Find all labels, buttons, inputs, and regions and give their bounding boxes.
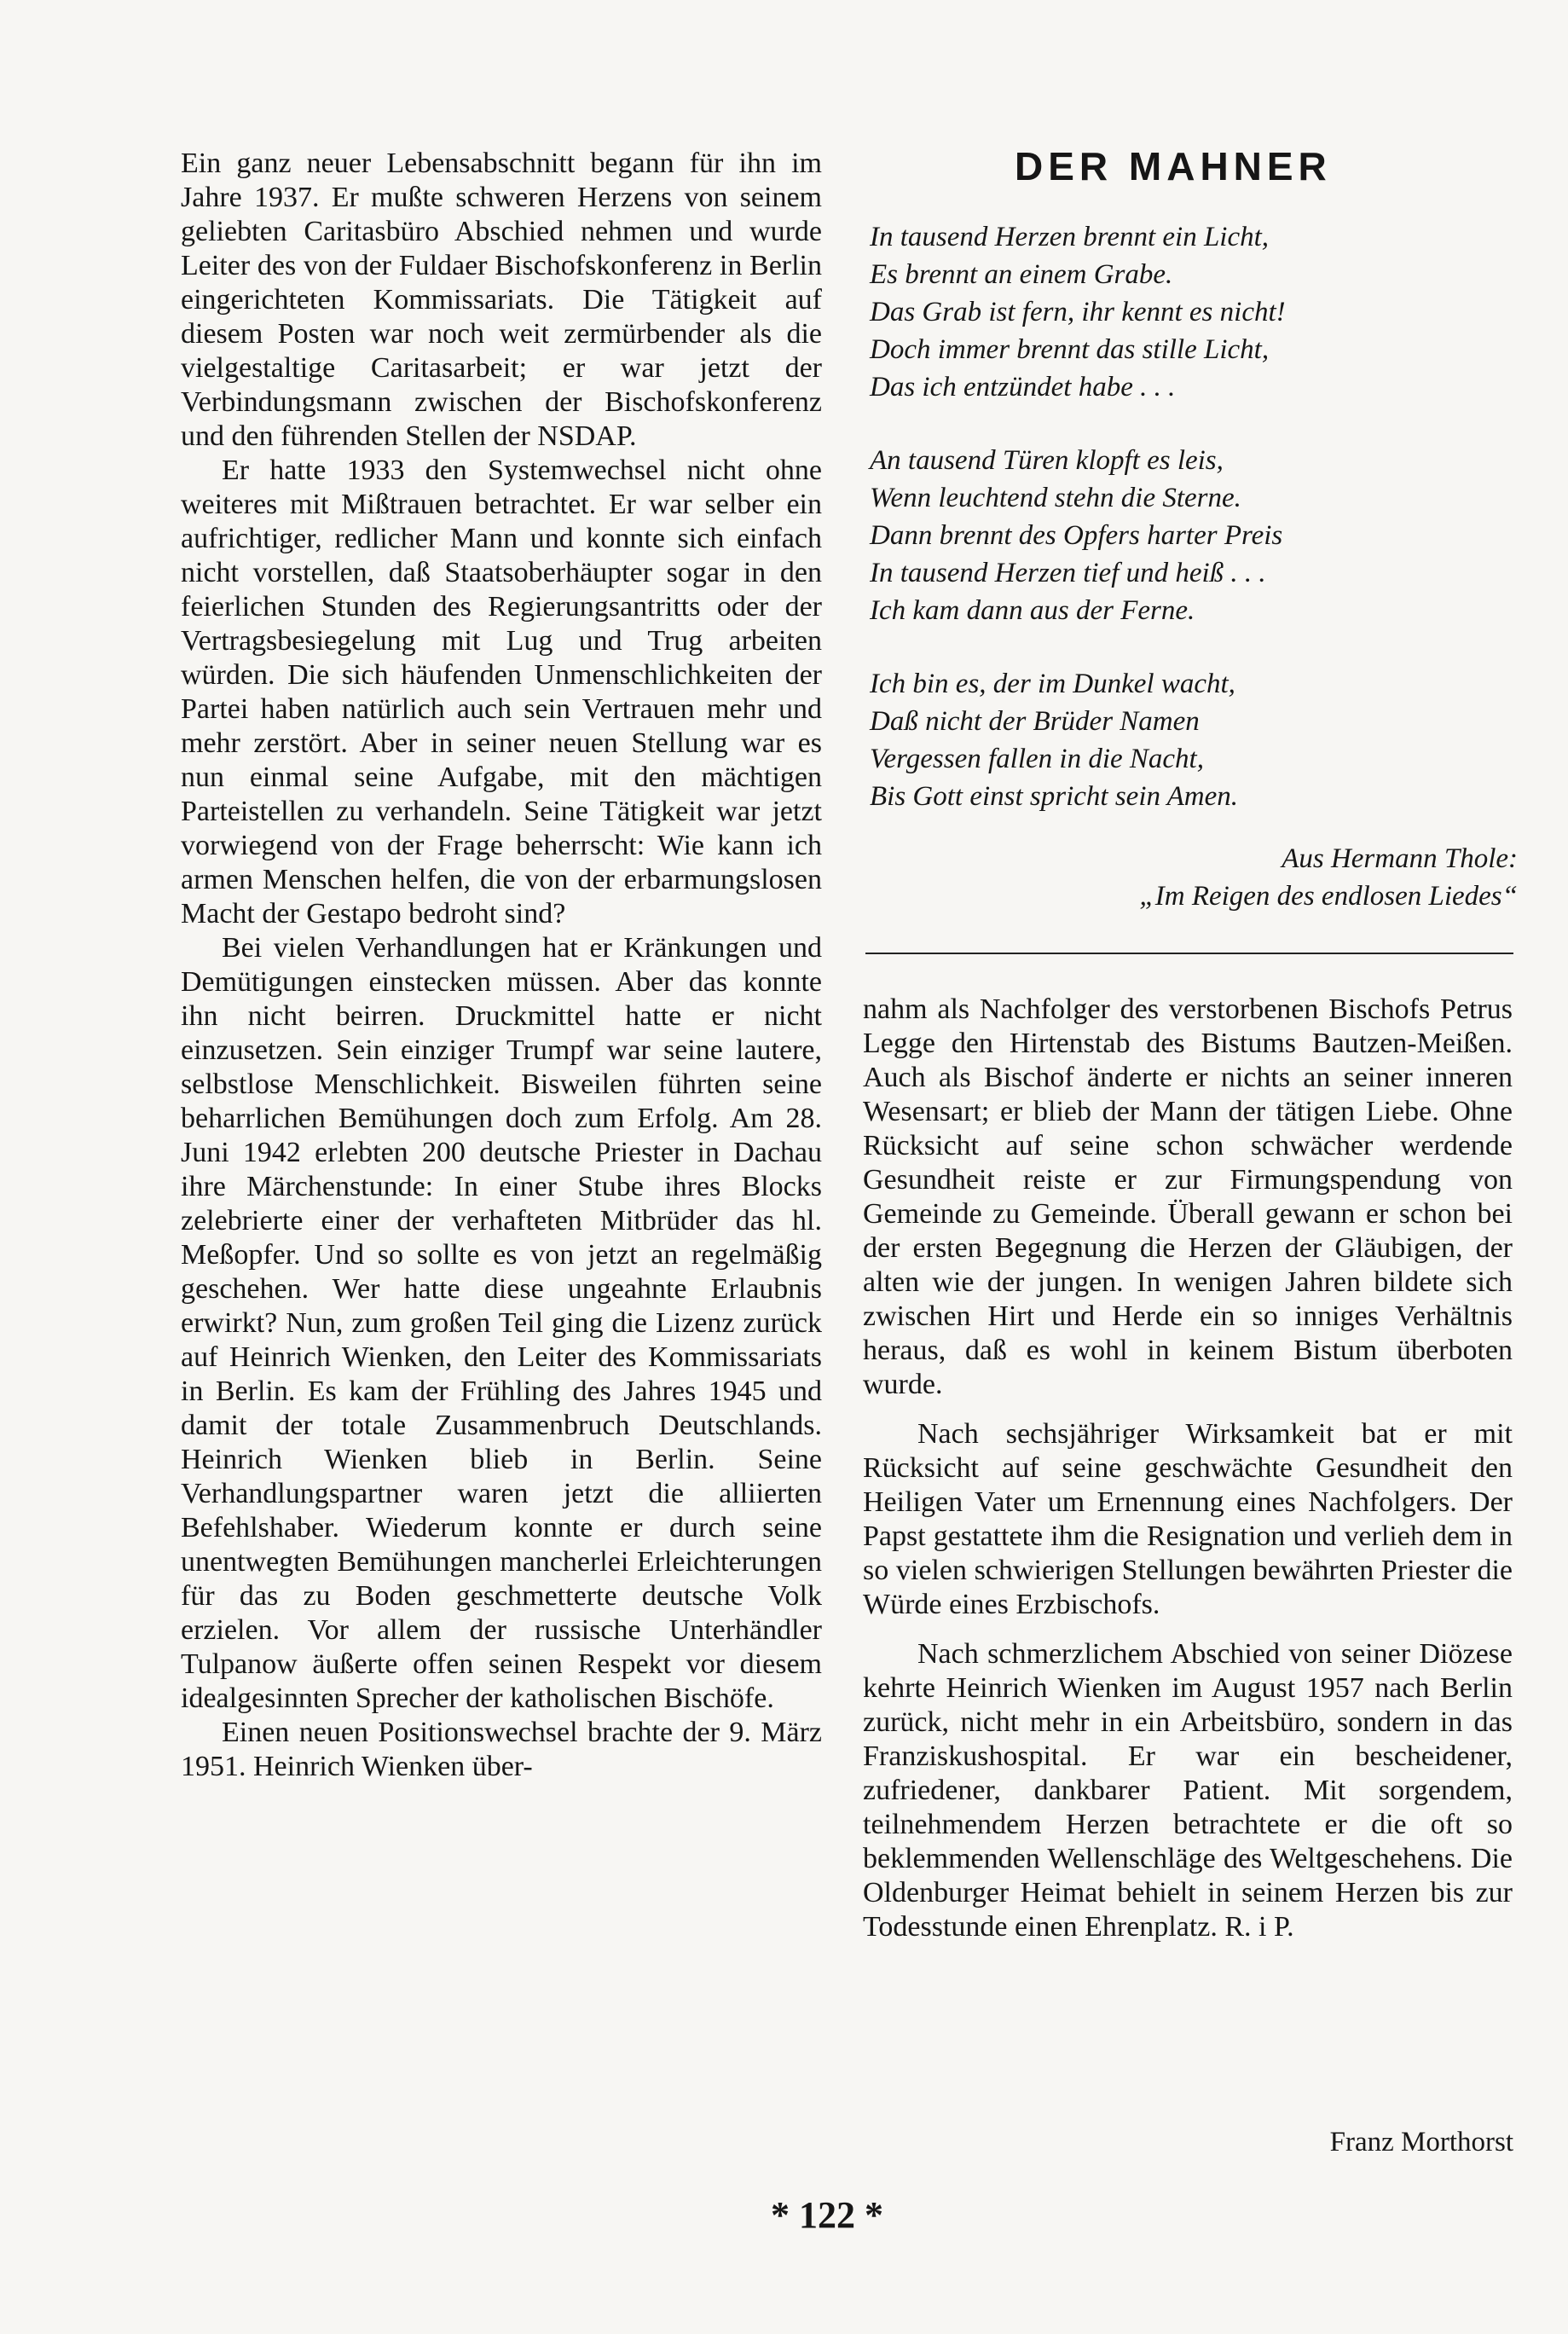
section-divider	[865, 953, 1513, 954]
paragraph: Einen neuen Positionswechsel brachte der 9. März 1951. Heinrich Wienken über-	[181, 1717, 822, 1782]
poem-stanza	[870, 218, 1518, 406]
poem-line: Ich kam dann aus der Ferne.	[870, 595, 1195, 626]
poem-line: An tausend Türen klopft es leis,	[870, 445, 1224, 476]
poem-stanza	[870, 442, 1518, 629]
paragraph: nahm als Nachfolger des verstorbenen Bischofs Petrus Legge den Hirtenstab des Bistums Bautzen-Meißen. Auch als Bischof änderte er nichts an seiner inneren Wesensart; er blieb der Mann der tätigen Liebe. Ohne Rücksicht auf seine schon schwächer werdende Gesundheit reiste er zur Firmungspendung von Gemeinde zu Gemeinde. Überall gewann er schon bei der ersten Begegnung die Herzen der Gläubigen, der alten wie der jungen. In wenigen Jahren bildete sich zwischen Hirt und Herde ein so inniges Verhältnis heraus, daß es wohl in keinem Bistum überboten wurde.	[863, 993, 1513, 1400]
poem-line: Das ich entzündet habe . . .	[870, 372, 1176, 403]
attribution-source: „Im Reigen des endlosen Liedes“	[1139, 881, 1518, 912]
attribution-author: Aus Hermann Thole:	[1282, 843, 1518, 874]
poem-line: Wenn leuchtend stehn die Sterne.	[870, 483, 1241, 513]
poem-line: In tausend Herzen tief und heiß . . .	[870, 558, 1266, 588]
poem-line: Das Grab ist fern, ihr kennt es nicht!	[870, 297, 1286, 327]
poem-line: In tausend Herzen brennt ein Licht,	[870, 222, 1270, 252]
author-signature: Franz Morthorst	[1329, 2127, 1513, 2157]
poem-line: Doch immer brennt das stille Licht,	[870, 334, 1270, 365]
paragraph: Ein ganz neuer Lebensabschnitt begann für ihn im Jahre 1937. Er mußte schweren Herzens von seinem geliebten Caritasbüro Abschied nehmen und wurde Leiter des von der Fuldaer Bischofskonferenz in Berlin eingerichteten Kommissariats. Die Tätigkeit auf diesem Posten war noch weit zermürbender als die vielgestaltige Caritasarbeit; er war jetzt der Verbindungsmann zwischen der Bischofskonferenz und den führenden Stellen der NSDAP.	[181, 148, 822, 452]
left-column	[181, 147, 822, 1784]
poem-line: Dann brennt des Opfers harter Preis	[870, 520, 1283, 551]
paragraph: Bei vielen Verhandlungen hat er Kränkungen und Demütigungen einstecken müssen. Aber das konnte ihn nicht beirren. Druckmittel hatte er nicht einzusetzen. Sein einziger Trumpf war seine lautere, selbstlose Menschlichkeit. Bisweilen führten seine beharrlichen Bemühungen doch zum Erfolg. Am 28. Juni 1942 erlebten 200 deutsche Priester in Dachau ihre Märchenstunde: In einer Stube ihres Blocks zelebrierte einer der verhafteten Mitbrüder das hl. Meßopfer. Und so sollte es von jetzt an regelmäßig geschehen. Wer hatte diese ungeahnte Erlaubnis erwirkt? Nun, zum großen Teil ging die Lizenz zurück auf Heinrich Wienken, den Leiter des Kommissariats in Berlin. Es kam der Frühling des Jahres 1945 und damit der totale Zusammenbruch Deutschlands. Heinrich Wienken blieb in Berlin. Seine Verhandlungspartner waren jetzt die alliierten Befehlshaber. Wiederum konnte er durch seine unentwegten Bemühungen mancherlei Erleichterungen für das zu Boden geschmetterte deutsche Volk erzielen. Vor allem der russische Unterhändler Tulpanow äußerte offen seinen Respekt vor diesem idealgesinnten Sprecher der katholischen Bischöfe.	[181, 932, 822, 1714]
poem-title: DER MAHNER	[1015, 144, 1332, 188]
poem-attribution	[870, 840, 1518, 915]
poem	[870, 218, 1518, 851]
poem-line: Vergessen fallen in die Nacht,	[870, 744, 1204, 774]
page-number: * 122 *	[771, 2194, 883, 2236]
poem-stanza	[870, 665, 1518, 815]
poem-line: Es brennt an einem Grabe.	[870, 259, 1173, 290]
paragraph: Nach sechsjähriger Wirksamkeit bat er mit Rücksicht auf seine geschwächte Gesundheit den Heiligen Vater um Ernennung eines Nachfolgers. Der Papst gestattete ihm die Resignation und verlieh dem in so vielen schwierigen Stellungen bewährten Priester die Würde eines Erzbischofs.	[863, 1418, 1513, 1620]
poem-line: Daß nicht der Brüder Namen	[870, 706, 1200, 737]
right-column	[863, 993, 1513, 1960]
poem-line: Ich bin es, der im Dunkel wacht,	[870, 669, 1235, 699]
paragraph: Nach schmerzlichem Abschied von seiner Diözese kehrte Heinrich Wienken im August 1957 nach Berlin zurück, nicht mehr in ein Arbeitsbüro, sondern in das Franziskushospital. Er war ein bescheidener, zufriedener, dankbarer Patient. Mit sorgendem, teilnehmendem Herzen betrachtete er die oft so beklemmenden Wellenschläge des Weltgeschehens. Die Oldenburger Heimat behielt in seinem Herzen bis zur Todesstunde einen Ehrenplatz. R. i P.	[863, 1638, 1513, 1943]
paragraph: Er hatte 1933 den Systemwechsel nicht ohne weiteres mit Mißtrauen betrachtet. Er war selber ein aufrichtiger, redlicher Mann und konnte sich einfach nicht vorstellen, daß Staatsoberhäupter sogar in den feierlichen Stunden des Regierungsantritts oder der Vertragsbesiegelung mit Lug und Trug arbeiten würden. Die sich häufenden Unmenschlichkeiten der Partei haben natürlich auch sein Vertrauen mehr und mehr zerstört. Aber in seiner neuen Stellung war es nun einmal seine Aufgabe, mit den mächtigen Parteistellen zu verhandeln. Seine Tätigkeit war jetzt vorwiegend von der Frage beherrscht: Wie kann ich armen Menschen helfen, die von der erbarmungslosen Macht der Gestapo bedroht sind?	[181, 455, 822, 930]
poem-line: Bis Gott einst spricht sein Amen.	[870, 781, 1239, 812]
